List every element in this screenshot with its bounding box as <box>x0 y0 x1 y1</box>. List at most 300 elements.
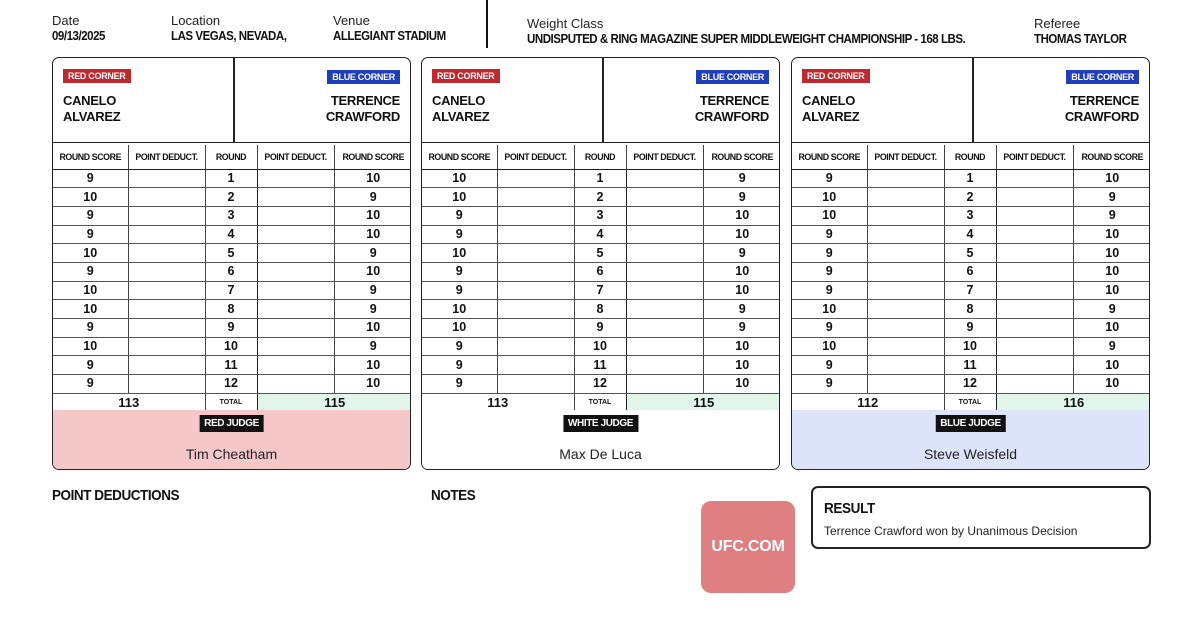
red-point-deduction <box>867 356 944 375</box>
round-number: 4 <box>574 225 626 244</box>
round-number: 4 <box>205 225 257 244</box>
blue-round-score: 10 <box>703 375 780 394</box>
date-value: 09/13/2025 <box>52 29 105 43</box>
blue-point-deduction <box>257 337 334 356</box>
venue-label: Venue <box>333 13 370 28</box>
red-point-deduction <box>128 169 205 188</box>
blue-round-score: 10 <box>334 356 411 375</box>
round-row <box>53 337 411 356</box>
round-number: 1 <box>574 169 626 188</box>
round-row <box>422 244 780 263</box>
round-row <box>792 262 1150 281</box>
blue-point-deduction <box>257 262 334 281</box>
weight-class-value: UNDISPUTED & RING MAGAZINE SUPER MIDDLEWEIGHT CHAMPIONSHIP - 168 LBS. <box>527 32 966 46</box>
round-row <box>422 188 780 207</box>
blue-round-score: 9 <box>334 300 411 319</box>
column-header: ROUND <box>574 145 626 169</box>
round-number: 9 <box>205 319 257 338</box>
judge-area <box>422 410 779 469</box>
round-number: 1 <box>944 169 996 188</box>
round-number: 11 <box>574 356 626 375</box>
blue-fighter-name <box>326 93 400 125</box>
blue-fighter-first-name: TERRENCE <box>330 93 400 108</box>
names-divider <box>972 58 974 143</box>
date-field <box>52 13 110 44</box>
blue-fighter-name <box>1065 93 1139 125</box>
red-point-deduction <box>867 319 944 338</box>
red-total: 113 <box>422 393 574 411</box>
red-round-score: 10 <box>792 188 867 207</box>
round-row <box>422 337 780 356</box>
blue-point-deduction <box>626 300 703 319</box>
red-round-score: 9 <box>422 281 497 300</box>
red-round-score: 10 <box>53 188 128 207</box>
red-round-score: 9 <box>792 244 867 263</box>
round-row <box>422 169 780 188</box>
round-number: 12 <box>574 375 626 394</box>
total-row <box>53 393 411 411</box>
blue-round-score: 9 <box>334 188 411 207</box>
red-fighter-name <box>432 93 489 125</box>
round-row <box>53 375 411 394</box>
blue-corner-badge: BLUE CORNER <box>696 70 769 84</box>
round-row <box>53 356 411 375</box>
blue-round-score: 10 <box>1073 375 1150 394</box>
blue-round-score: 9 <box>334 337 411 356</box>
blue-round-score: 9 <box>1073 188 1150 207</box>
red-round-score: 9 <box>422 337 497 356</box>
referee-value: THOMAS TAYLOR <box>1034 32 1127 46</box>
blue-round-score: 10 <box>334 262 411 281</box>
red-round-score: 10 <box>53 244 128 263</box>
blue-point-deduction <box>626 244 703 263</box>
round-number: 7 <box>944 281 996 300</box>
notes-title: NOTES <box>431 487 476 504</box>
red-point-deduction <box>497 375 574 394</box>
judge-badge: RED JUDGE <box>199 415 264 432</box>
red-round-score: 9 <box>792 319 867 338</box>
blue-point-deduction <box>996 375 1073 394</box>
blue-corner-badge: BLUE CORNER <box>327 70 400 84</box>
blue-round-score: 9 <box>334 244 411 263</box>
score-table <box>53 145 411 412</box>
weight-class-label: Weight Class <box>527 16 604 31</box>
total-label: TOTAL <box>574 393 626 411</box>
logo-text: UFC.COM <box>711 538 785 555</box>
blue-round-score: 10 <box>703 281 780 300</box>
round-number: 6 <box>944 262 996 281</box>
blue-point-deduction <box>257 206 334 225</box>
total-row <box>422 393 780 411</box>
round-number: 11 <box>944 356 996 375</box>
blue-round-score: 10 <box>1073 225 1150 244</box>
point-deductions-title: POINT DEDUCTIONS <box>52 487 180 504</box>
blue-point-deduction <box>996 262 1073 281</box>
round-row <box>53 206 411 225</box>
red-point-deduction <box>497 225 574 244</box>
red-round-score: 9 <box>422 375 497 394</box>
blue-point-deduction <box>257 356 334 375</box>
red-round-score: 9 <box>792 281 867 300</box>
red-point-deduction <box>128 356 205 375</box>
round-number: 2 <box>574 188 626 207</box>
blue-point-deduction <box>626 319 703 338</box>
round-number: 7 <box>574 281 626 300</box>
red-point-deduction <box>497 244 574 263</box>
round-row <box>792 319 1150 338</box>
blue-round-score: 9 <box>703 319 780 338</box>
red-round-score: 10 <box>792 206 867 225</box>
round-number: 12 <box>944 375 996 394</box>
red-point-deduction <box>497 281 574 300</box>
blue-point-deduction <box>996 206 1073 225</box>
column-header: ROUND SCORE <box>334 145 411 169</box>
red-fighter-first-name: CANELO <box>63 93 117 108</box>
red-round-score: 10 <box>792 337 867 356</box>
round-row <box>792 225 1150 244</box>
referee-label: Referee <box>1034 16 1081 31</box>
red-point-deduction <box>128 206 205 225</box>
round-row <box>422 300 780 319</box>
red-point-deduction <box>128 337 205 356</box>
column-header: ROUND SCORE <box>1073 145 1150 169</box>
red-point-deduction <box>867 188 944 207</box>
red-round-score: 10 <box>53 300 128 319</box>
blue-round-score: 10 <box>334 206 411 225</box>
total-row <box>792 393 1150 411</box>
blue-point-deduction <box>996 169 1073 188</box>
score-header-row <box>792 145 1150 169</box>
column-header: ROUND SCORE <box>53 145 128 169</box>
red-point-deduction <box>497 188 574 207</box>
red-fighter-last-name: ALVAREZ <box>802 109 860 124</box>
blue-fighter-name <box>695 93 769 125</box>
red-round-score: 10 <box>53 281 128 300</box>
red-round-score: 9 <box>53 319 128 338</box>
red-point-deduction <box>867 337 944 356</box>
red-round-score: 10 <box>792 300 867 319</box>
column-header: ROUND SCORE <box>422 145 497 169</box>
score-header-row <box>53 145 411 169</box>
round-row <box>792 356 1150 375</box>
column-header: ROUND <box>205 145 257 169</box>
blue-point-deduction <box>626 169 703 188</box>
judge-area <box>53 410 410 469</box>
blue-point-deduction <box>257 244 334 263</box>
red-point-deduction <box>497 300 574 319</box>
round-number: 10 <box>574 337 626 356</box>
red-point-deduction <box>128 188 205 207</box>
red-point-deduction <box>867 225 944 244</box>
round-row <box>422 356 780 375</box>
blue-point-deduction <box>996 281 1073 300</box>
fighter-names <box>422 58 779 143</box>
blue-round-score: 9 <box>1073 206 1150 225</box>
red-round-score: 10 <box>422 169 497 188</box>
names-divider <box>602 58 604 143</box>
round-number: 6 <box>205 262 257 281</box>
blue-point-deduction <box>626 206 703 225</box>
round-number: 9 <box>944 319 996 338</box>
red-point-deduction <box>867 262 944 281</box>
round-number: 3 <box>574 206 626 225</box>
round-number: 3 <box>205 206 257 225</box>
round-row <box>53 169 411 188</box>
blue-fighter-first-name: TERRENCE <box>699 93 769 108</box>
red-point-deduction <box>128 300 205 319</box>
round-row <box>53 300 411 319</box>
round-number: 5 <box>944 244 996 263</box>
round-row <box>422 281 780 300</box>
result-title: RESULT <box>824 500 875 517</box>
round-number: 2 <box>944 188 996 207</box>
round-row <box>792 337 1150 356</box>
venue-value: ALLEGIANT STADIUM <box>333 29 446 43</box>
round-row <box>422 319 780 338</box>
round-number: 1 <box>205 169 257 188</box>
blue-round-score: 9 <box>1073 337 1150 356</box>
red-fighter-first-name: CANELO <box>432 93 486 108</box>
blue-point-deduction <box>626 262 703 281</box>
red-fighter-name <box>63 93 120 125</box>
round-row <box>53 319 411 338</box>
result-text: Terrence Crawford won by Unanimous Decision <box>824 524 1078 538</box>
score-table <box>422 145 780 412</box>
red-point-deduction <box>867 281 944 300</box>
red-round-score: 10 <box>422 300 497 319</box>
venue-field <box>333 13 456 44</box>
blue-total: 115 <box>257 393 411 411</box>
judge-badge: BLUE JUDGE <box>935 415 1005 432</box>
blue-round-score: 10 <box>334 225 411 244</box>
blue-round-score: 10 <box>703 356 780 375</box>
result-box <box>811 486 1151 549</box>
round-row <box>792 375 1150 394</box>
red-point-deduction <box>128 244 205 263</box>
blue-point-deduction <box>257 188 334 207</box>
round-row <box>422 206 780 225</box>
red-round-score: 10 <box>53 337 128 356</box>
red-round-score: 10 <box>422 319 497 338</box>
red-point-deduction <box>497 356 574 375</box>
judge-name: Tim Cheatham <box>185 446 278 462</box>
round-row <box>422 375 780 394</box>
blue-round-score: 10 <box>1073 319 1150 338</box>
round-number: 2 <box>205 188 257 207</box>
red-round-score: 9 <box>53 169 128 188</box>
blue-round-score: 10 <box>1073 169 1150 188</box>
column-header: ROUND SCORE <box>703 145 780 169</box>
round-number: 10 <box>944 337 996 356</box>
red-fighter-name <box>802 93 859 125</box>
red-round-score: 9 <box>53 375 128 394</box>
red-total: 112 <box>792 393 944 411</box>
red-round-score: 9 <box>792 375 867 394</box>
round-row <box>792 300 1150 319</box>
round-number: 11 <box>205 356 257 375</box>
red-round-score: 9 <box>422 262 497 281</box>
judge-name: Max De Luca <box>559 446 642 462</box>
blue-round-score: 9 <box>334 281 411 300</box>
blue-round-score: 10 <box>334 375 411 394</box>
red-point-deduction <box>867 206 944 225</box>
round-number: 6 <box>574 262 626 281</box>
red-corner-badge: RED CORNER <box>802 69 870 83</box>
round-number: 5 <box>205 244 257 263</box>
blue-point-deduction <box>996 319 1073 338</box>
blue-point-deduction <box>257 169 334 188</box>
red-round-score: 9 <box>792 225 867 244</box>
round-number: 8 <box>574 300 626 319</box>
blue-round-score: 10 <box>703 225 780 244</box>
red-point-deduction <box>867 375 944 394</box>
location-field <box>171 13 297 44</box>
blue-round-score: 10 <box>1073 281 1150 300</box>
scorecard-blue-judge <box>791 57 1150 470</box>
red-round-score: 9 <box>792 356 867 375</box>
red-point-deduction <box>867 300 944 319</box>
round-number: 4 <box>944 225 996 244</box>
red-fighter-last-name: ALVAREZ <box>432 109 490 124</box>
blue-point-deduction <box>257 225 334 244</box>
red-round-score: 9 <box>53 262 128 281</box>
red-round-score: 9 <box>422 356 497 375</box>
judge-name: Steve Weisfeld <box>923 446 1018 462</box>
red-point-deduction <box>867 169 944 188</box>
cut-off-title <box>52 0 192 4</box>
column-header: POINT DEDUCT. <box>626 145 703 169</box>
weight-class-field <box>527 16 1003 47</box>
fighter-names <box>53 58 410 143</box>
red-point-deduction <box>128 225 205 244</box>
column-header: ROUND <box>944 145 996 169</box>
blue-round-score: 10 <box>703 337 780 356</box>
header-divider <box>486 0 488 48</box>
red-point-deduction <box>128 281 205 300</box>
blue-fighter-last-name: CRAWFORD <box>694 109 769 124</box>
blue-point-deduction <box>996 225 1073 244</box>
blue-round-score: 10 <box>334 319 411 338</box>
total-label: TOTAL <box>205 393 257 411</box>
blue-round-score: 9 <box>703 169 780 188</box>
referee-field <box>1034 16 1134 47</box>
blue-round-score: 10 <box>1073 244 1150 263</box>
blue-point-deduction <box>626 188 703 207</box>
red-round-score: 9 <box>792 262 867 281</box>
red-point-deduction <box>497 319 574 338</box>
blue-corner-badge: BLUE CORNER <box>1066 70 1139 84</box>
round-number: 9 <box>574 319 626 338</box>
blue-round-score: 9 <box>703 244 780 263</box>
judge-area <box>792 410 1149 469</box>
column-header: POINT DEDUCT. <box>996 145 1073 169</box>
red-point-deduction <box>497 169 574 188</box>
names-divider <box>233 58 235 143</box>
scorecard-white-judge <box>421 57 780 470</box>
blue-point-deduction <box>257 281 334 300</box>
red-point-deduction <box>497 206 574 225</box>
red-round-score: 9 <box>422 225 497 244</box>
red-point-deduction <box>497 262 574 281</box>
location-label: Location <box>171 13 221 28</box>
red-point-deduction <box>497 337 574 356</box>
red-point-deduction <box>867 244 944 263</box>
round-row <box>792 188 1150 207</box>
red-round-score: 10 <box>422 188 497 207</box>
blue-point-deduction <box>996 356 1073 375</box>
round-number: 10 <box>205 337 257 356</box>
red-total: 113 <box>53 393 205 411</box>
blue-point-deduction <box>996 337 1073 356</box>
blue-round-score: 9 <box>1073 300 1150 319</box>
blue-point-deduction <box>996 188 1073 207</box>
blue-point-deduction <box>996 244 1073 263</box>
blue-round-score: 9 <box>703 188 780 207</box>
blue-point-deduction <box>626 375 703 394</box>
red-fighter-first-name: CANELO <box>802 93 856 108</box>
blue-total: 116 <box>996 393 1150 411</box>
round-row <box>792 206 1150 225</box>
round-row <box>53 225 411 244</box>
round-number: 7 <box>205 281 257 300</box>
blue-round-score: 10 <box>703 206 780 225</box>
blue-round-score: 10 <box>334 169 411 188</box>
blue-fighter-last-name: CRAWFORD <box>1064 109 1139 124</box>
blue-point-deduction <box>257 375 334 394</box>
red-point-deduction <box>128 319 205 338</box>
round-number: 12 <box>205 375 257 394</box>
round-row <box>792 169 1150 188</box>
blue-total: 115 <box>626 393 780 411</box>
round-number: 8 <box>944 300 996 319</box>
round-row <box>53 244 411 263</box>
blue-round-score: 10 <box>703 262 780 281</box>
round-row <box>53 281 411 300</box>
red-round-score: 10 <box>422 244 497 263</box>
blue-round-score: 10 <box>1073 356 1150 375</box>
round-row <box>422 225 780 244</box>
blue-point-deduction <box>257 319 334 338</box>
date-label: Date <box>52 13 80 28</box>
red-point-deduction <box>128 375 205 394</box>
red-corner-badge: RED CORNER <box>63 69 131 83</box>
blue-point-deduction <box>626 337 703 356</box>
score-header-row <box>422 145 780 169</box>
fighter-names <box>792 58 1149 143</box>
column-header: POINT DEDUCT. <box>867 145 944 169</box>
red-fighter-last-name: ALVAREZ <box>63 109 121 124</box>
blue-fighter-first-name: TERRENCE <box>1069 93 1139 108</box>
blue-point-deduction <box>257 300 334 319</box>
round-row <box>792 244 1150 263</box>
round-row <box>422 262 780 281</box>
round-row <box>792 281 1150 300</box>
round-row <box>53 188 411 207</box>
column-header: POINT DEDUCT. <box>497 145 574 169</box>
blue-point-deduction <box>626 281 703 300</box>
red-round-score: 9 <box>792 169 867 188</box>
blue-round-score: 9 <box>703 300 780 319</box>
red-round-score: 9 <box>422 206 497 225</box>
location-value: LAS VEGAS, NEVADA, <box>171 29 287 43</box>
column-header: ROUND SCORE <box>792 145 867 169</box>
total-label: TOTAL <box>944 393 996 411</box>
blue-fighter-last-name: CRAWFORD <box>325 109 400 124</box>
judge-badge: WHITE JUDGE <box>563 415 638 432</box>
red-round-score: 9 <box>53 206 128 225</box>
round-number: 8 <box>205 300 257 319</box>
column-header: POINT DEDUCT. <box>257 145 334 169</box>
